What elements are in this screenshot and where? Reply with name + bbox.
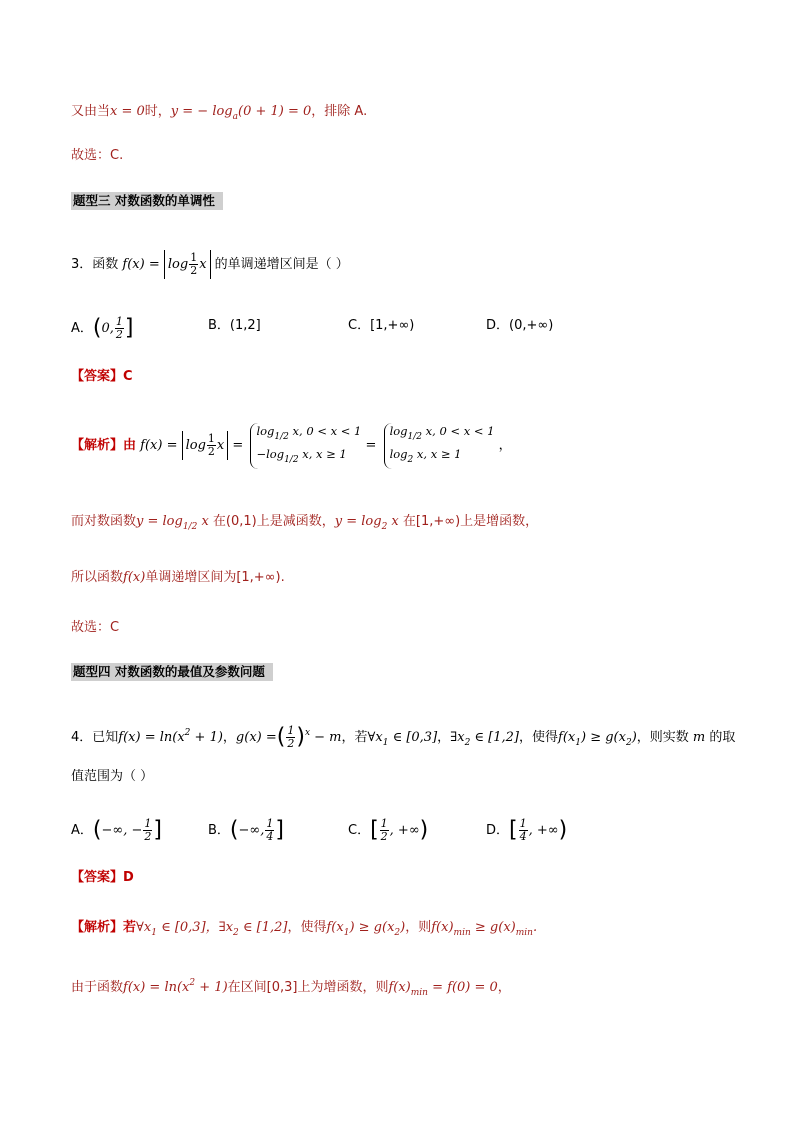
option-a: A．(0, $\frac{1}{2}$ ] (71, 315, 134, 341)
analysis-3: 【解析】由 f(x) = log $\frac{1}{2}$ $x = \log_{1/2} x$, 0 < x < 1 $-\log_{1/2}$ x, $x \ge 1 = \log_{1/2} x$, 0 < x < 1 $\log_2 x$, x ≥ 1 ， (71, 418, 512, 474)
question-4-line-2: 值范围为（ ） (71, 769, 154, 784)
option-c: C．[1,+∞) (348, 318, 415, 333)
option-4b: B．(−∞, $\frac{1}{4}$ ] (208, 817, 284, 843)
answer-choice-line-3: 故选：C (71, 620, 120, 635)
option-b: B．(1,2] (208, 318, 261, 333)
abs-log-expression: log $\frac{1}{2}$ x (164, 250, 211, 279)
text-decreasing: 而对数函数$y = \log_{1/2} x$ 在(0,1)上是减函数，$y = \log_2 x$ 在[1,+∞)上是增函数， (71, 514, 539, 532)
text-line-1: 又由当x = 0时，y = − $\log_a(0 + 1) = 0$，排除 A. (71, 104, 368, 122)
text-conclusion: 所以函数f(x)单调递增区间为[1,+∞). (71, 570, 285, 585)
option-4c: C．[ $\frac{1}{2}$ , +∞) (348, 817, 429, 843)
answer-3: 【答案】C (71, 369, 133, 384)
analysis-4: 【解析】若$\forall x_1$ ∈ [0,3]，$\exists x_2$ ∈ [1,2]，使得$f(x_1) \ge g(x_2)$，则$f(x)_{min} \ge g(x)_{min}$. (71, 920, 538, 938)
question-3: 3．函数 f(x) = log $\frac{1}{2}$ x 的单调递增区间是（ ） (71, 251, 349, 277)
option-4a: A．(−∞, − $\frac{1}{2}$ ] (71, 817, 162, 843)
option-d: D．(0,+∞) (486, 318, 554, 333)
piecewise-2: $\log_{1/2} x$, 0 < x < 1 $\log_2 x$, x ≥ 1 (384, 423, 495, 469)
answer-choice-line: 故选：C. (71, 148, 124, 163)
question-4: 4．已知$f(x) = \ln(x^2 + 1)$，g(x) =( $\frac{1}{2}$ )$^x$ − m，若$\forall x_1$ ∈ [0,3]，$\exists x_2$ ∈ [1,2]，使得$f(x_1) \ge g(x_2)$，则实数 m 的取 (71, 724, 736, 750)
text-last: 由于函数$f(x) = \ln(x^2 + 1)$在区间[0,3]上为增函数，则$f(x)_{min} = f(0) = 0$， (71, 978, 511, 998)
piecewise-1: $\log_{1/2} x$, 0 < x < 1 $-\log_{1/2}$ x, x ≥ 1 (250, 423, 361, 469)
answer-4: 【答案】D (71, 870, 134, 885)
option-4d: D．[ $\frac{1}{4}$ , +∞) (486, 817, 568, 843)
section-heading-4: 题型四 对数函数的最值及参数问题 (71, 663, 273, 681)
section-heading-3: 题型三 对数函数的单调性 (71, 192, 223, 210)
